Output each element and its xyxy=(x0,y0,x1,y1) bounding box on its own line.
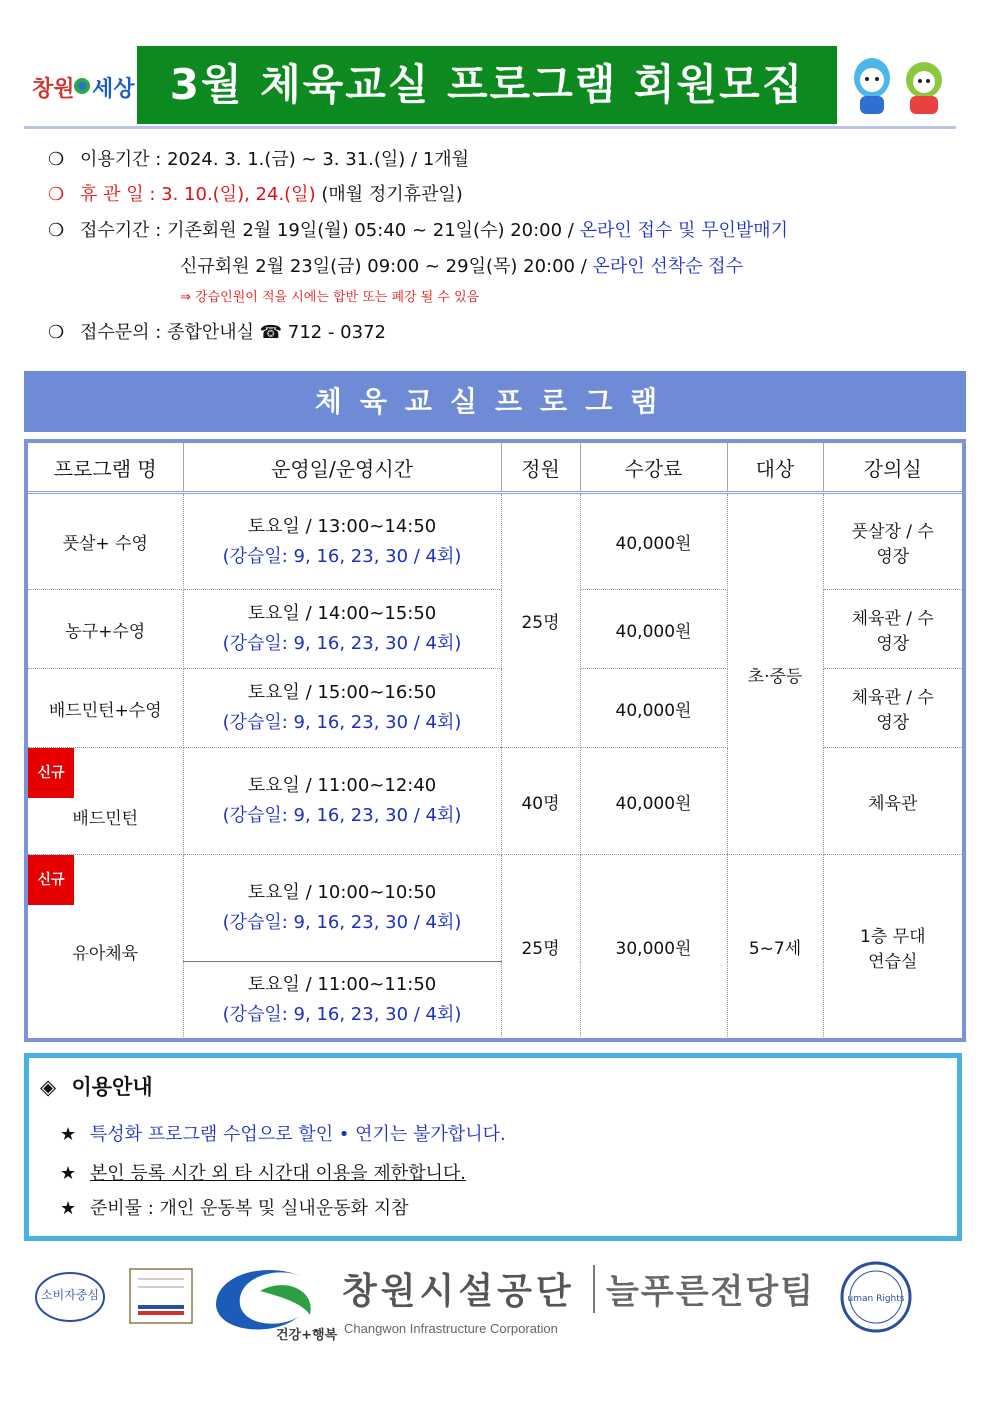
ccm-logo-icon xyxy=(36,1273,104,1321)
room-cell: 1층 무대연습실 xyxy=(860,926,926,972)
schedule-cell xyxy=(183,493,501,590)
circle-bullet-icon: ❍ xyxy=(48,322,65,343)
program-name-cell xyxy=(28,855,183,1039)
reg-label: 접수기간 : xyxy=(80,220,162,241)
schedule-sessions: (강습일: 9, 16, 23, 30 / 4회) xyxy=(222,712,462,733)
svg-text:세상: 세상 xyxy=(92,76,135,102)
program-name: 유아체육 xyxy=(72,944,139,965)
human-rights-logo-icon xyxy=(842,1263,910,1331)
col-header: 강의실 xyxy=(823,443,962,493)
reg-existing-method: 온라인 접수 및 무인발매기 xyxy=(579,220,789,241)
info-registration-new xyxy=(180,252,743,278)
schedule-sessions: (강습일: 9, 16, 23, 30 / 4회) xyxy=(222,805,462,826)
program-name: 풋살+ 수영 xyxy=(28,493,183,590)
reg-note: ⇒ 강습인원이 적을 시에는 합반 또는 폐강 될 수 있음 xyxy=(180,290,480,305)
table-header-row xyxy=(28,443,962,493)
col-header: 프로그램 명 xyxy=(28,443,183,493)
circle-bullet-icon: ❍ xyxy=(48,149,65,170)
capacity-cell: 25명 xyxy=(501,855,580,1039)
guide-item-text: 특성화 프로그램 수업으로 할인 • 연기는 불가합니다. xyxy=(89,1124,506,1145)
schedule-sessions: (강습일: 9, 16, 23, 30 / 4회) xyxy=(222,633,462,654)
room-cell: 풋살장 / 수영장 xyxy=(823,493,962,590)
fee-cell: 40,000원 xyxy=(580,590,727,669)
room-cell: 체육관 xyxy=(823,748,962,855)
closed-label: 휴 관 일 : xyxy=(80,184,156,205)
reg-new: 신규회원 2월 23일(금) 09:00 ~ 29일(목) 20:00 / xyxy=(180,256,587,277)
info-registration xyxy=(48,216,788,242)
footer-logos xyxy=(30,1253,960,1343)
fee-cell: 40,000원 xyxy=(580,669,727,748)
guide-item xyxy=(60,1159,466,1185)
contact-label: 접수문의 : xyxy=(80,322,162,343)
program-name: 배드민턴+수영 xyxy=(28,669,183,748)
schedule-day: 토요일 / 13:00~14:50 xyxy=(247,515,437,537)
capacity-cell: 25명 xyxy=(501,493,580,748)
col-header: 정원 xyxy=(501,443,580,493)
col-header: 대상 xyxy=(727,443,823,493)
schedule-cell xyxy=(183,962,501,1039)
header-rule xyxy=(24,126,956,129)
guide-title-text: 이용안내 xyxy=(71,1075,153,1099)
schedule-cell xyxy=(183,748,501,855)
table-row xyxy=(28,493,962,590)
schedule-day: 토요일 / 14:00~15:50 xyxy=(247,603,437,624)
room-cell: 체육관 / 수영장 xyxy=(823,669,962,748)
reg-existing: 기존회원 2월 19일(월) 05:40 ~ 21일(수) 20:00 / xyxy=(167,220,574,241)
fee-cell: 40,000원 xyxy=(580,748,727,855)
reg-new-method: 온라인 선착순 접수 xyxy=(592,256,744,277)
room-cell: 체육관 / 수영장 xyxy=(823,590,962,669)
changwon-logo xyxy=(30,56,135,116)
program-banner: 체육교실프로그램 xyxy=(24,371,966,432)
schedule-day: 토요일 / 15:00~16:50 xyxy=(247,682,437,703)
target-cell: 5~7세 xyxy=(727,855,823,1039)
capacity-cell: 40명 xyxy=(501,748,580,855)
diamond-icon: ◈ xyxy=(40,1075,57,1099)
target-cell: 초·중등 xyxy=(727,493,823,855)
schedule-cell xyxy=(183,669,501,748)
program-table xyxy=(24,439,966,1042)
schedule-sessions: (강습일: 9, 16, 23, 30 / 4회) xyxy=(222,545,462,567)
schedule-cell xyxy=(183,855,501,962)
program-name: 농구+수영 xyxy=(28,590,183,669)
schedule-day: 토요일 / 11:00~12:40 xyxy=(247,775,437,796)
closed-value: 3. 10.(일), 24.(일) xyxy=(161,184,316,205)
col-header: 수강료 xyxy=(580,443,727,493)
star-icon: ★ xyxy=(60,1124,77,1145)
period-value: 2024. 3. 1.(금) ~ 3. 31.(일) / 1개월 xyxy=(167,149,470,170)
schedule-day: 토요일 / 11:00~11:50 xyxy=(247,974,437,996)
mascot-illustration xyxy=(846,54,951,120)
health-happiness-swoosh-icon xyxy=(216,1270,338,1343)
team-name-text: 늘푸른전당팀 xyxy=(606,1272,816,1312)
hr-label: uman Rights xyxy=(847,1294,905,1304)
fee-cell: 40,000원 xyxy=(580,493,727,590)
guide-item xyxy=(60,1120,506,1146)
closed-note: (매월 정기휴관일) xyxy=(321,184,463,205)
star-icon: ★ xyxy=(60,1198,77,1219)
schedule-sessions: (강습일: 9, 16, 23, 30 / 4회) xyxy=(222,912,462,933)
circle-bullet-icon: ❍ xyxy=(48,184,65,205)
star-icon: ★ xyxy=(60,1163,77,1184)
slogan-text: 건강+행복 xyxy=(276,1328,338,1343)
certificate-icon xyxy=(130,1269,192,1323)
org-name-text: 창원시설공단 xyxy=(342,1271,575,1312)
period-label: 이용기간 : xyxy=(80,149,162,170)
guide-item-text: 준비물 : 개인 운동복 및 실내운동화 지참 xyxy=(89,1198,409,1219)
new-badge: 신규 xyxy=(28,748,74,798)
col-header: 운영일/운영시간 xyxy=(183,443,501,493)
program-name-cell xyxy=(28,748,183,855)
contact-value: 종합안내실 ☎ 712 - 0372 xyxy=(167,322,386,343)
program-name: 배드민턴 xyxy=(72,808,139,829)
table-row xyxy=(28,855,962,962)
schedule-cell xyxy=(183,590,501,669)
schedule-sessions: (강습일: 9, 16, 23, 30 / 4회) xyxy=(222,1004,462,1026)
new-badge: 신규 xyxy=(28,855,74,905)
logo-text-left: 창원 xyxy=(32,76,75,102)
page-title: 3월 체육교실 프로그램 회원모집 xyxy=(137,46,837,124)
ccm-label: 소비자중심 xyxy=(41,1288,99,1302)
guide-title xyxy=(40,1071,153,1101)
fee-cell: 30,000원 xyxy=(580,855,727,1039)
circle-bullet-icon: ❍ xyxy=(48,220,65,241)
schedule-day: 토요일 / 10:00~10:50 xyxy=(247,882,437,903)
info-period xyxy=(48,145,469,171)
guide-item-text: 본인 등록 시간 외 타 시간대 이용을 제한합니다. xyxy=(89,1163,467,1184)
org-english-text: Changwon Infrastructure Corporation xyxy=(344,1321,558,1336)
info-closed xyxy=(48,180,463,206)
guide-item xyxy=(60,1194,408,1220)
info-contact xyxy=(48,318,386,344)
